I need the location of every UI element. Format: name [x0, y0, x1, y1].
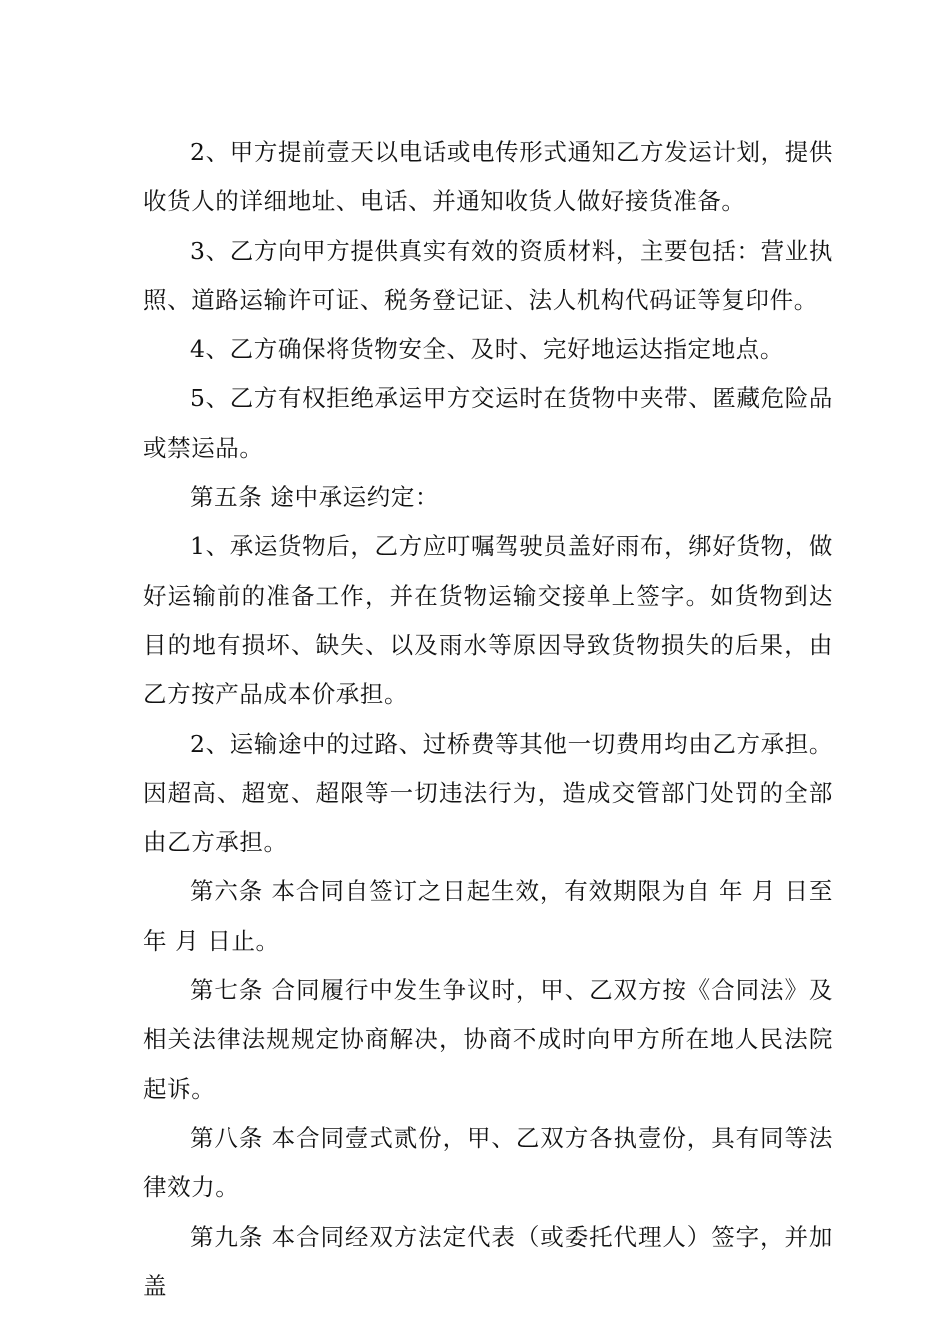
paragraph-clause-5-item-1: 1、承运货物后，乙方应叮嘱驾驶员盖好雨布，绑好货物，做好运输前的准备工作，并在货物运输交接单上签字。如货物到达目的地有损坏、缺失、以及雨水等原因导致货物损失的后果，由乙方按产品成本价承担。 [143, 532, 833, 709]
paragraph-clause-4-item-5: 5、乙方有权拒绝承运甲方交运时在货物中夹带、匿藏危险品或禁运品。 [143, 384, 833, 462]
paragraph-clause-7: 第七条 合同履行中发生争议时，甲、乙双方按《合同法》及相关法律法规规定协商解决，协商不成时向甲方所在地人民法院起诉。 [143, 976, 833, 1103]
paragraph-clause-5-item-2: 2、运输途中的过路、过桥费等其他一切费用均由乙方承担。因超高、超宽、超限等一切违法行为，造成交管部门处罚的全部由乙方承担。 [143, 729, 833, 857]
paragraph-clause-6: 第六条 本合同自签订之日起生效，有效期限为自 年 月 日至 年 月 日止。 [143, 877, 833, 955]
paragraph-clause-4-item-2: 2、甲方提前壹天以电话或电传形式通知乙方发运计划，提供收货人的详细地址、电话、并通知收货人做好接货准备。 [143, 138, 833, 216]
paragraph-clause-4-item-4: 4、乙方确保将货物安全、及时、完好地运达指定地点。 [190, 335, 784, 364]
document-body [143, 128, 833, 1311]
paragraph-clause-8: 第八条 本合同壹式贰份，甲、乙双方各执壹份，具有同等法律效力。 [143, 1123, 833, 1202]
heading-clause-5: 第五条 途中承运约定： [190, 483, 440, 512]
paragraph-clause-4-item-3: 3、乙方向甲方提供真实有效的资质材料，主要包括：营业执照、道路运输许可证、税务登记证、法人机构代码证等复印件。 [143, 236, 833, 314]
paragraph-clause-9: 第九条 本合同经双方法定代表（或委托代理人）签字，并加盖 [143, 1222, 833, 1300]
